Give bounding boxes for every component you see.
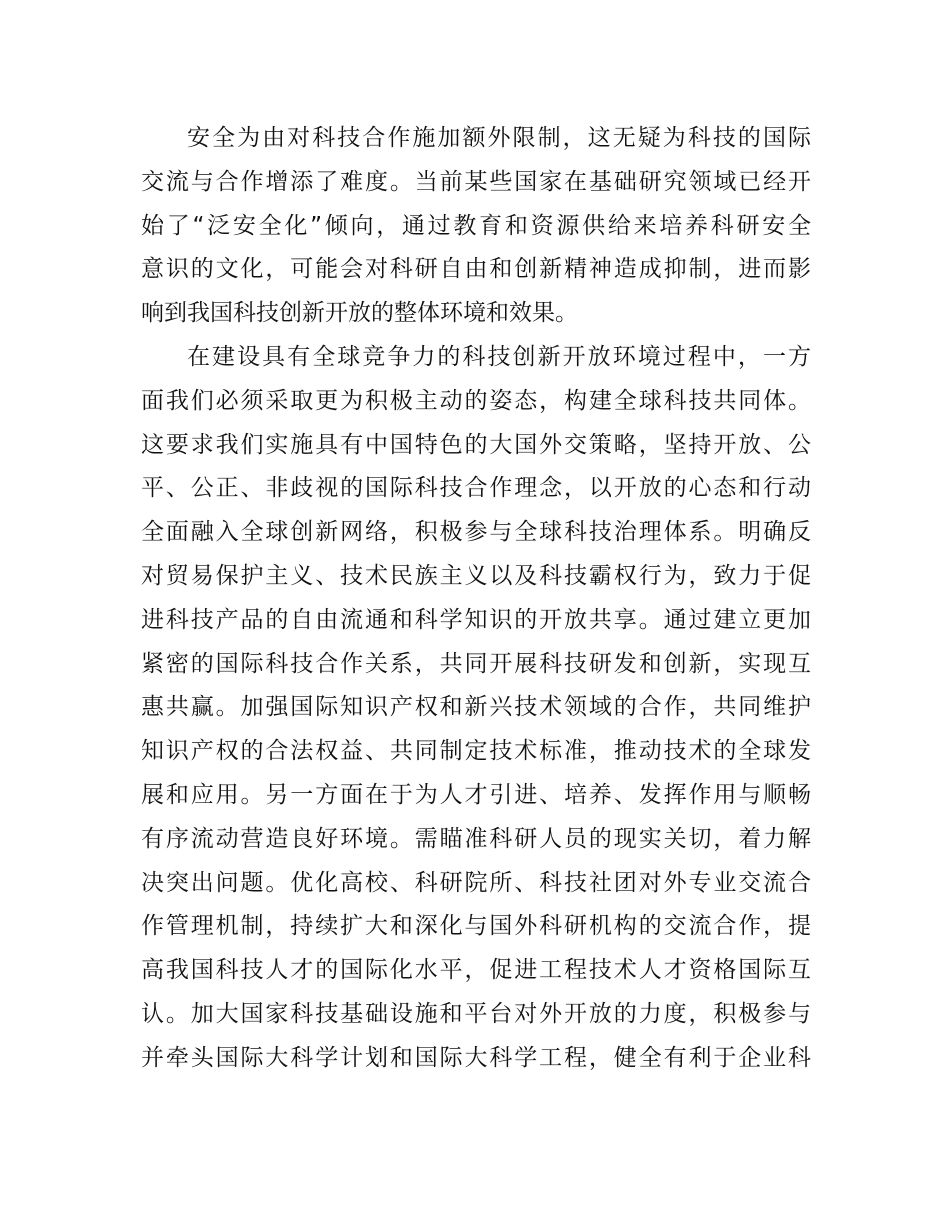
paragraph-line: 平、公正、非歧视的国际科技合作理念，以开放的心态和行动 (141, 475, 811, 502)
paragraph-line: 进科技产品的自由流通和科学知识的开放共享。通过建立更加 (141, 606, 811, 633)
paragraph-line: 响到我国科技创新开放的整体环境和效果。 (141, 300, 578, 327)
paragraph-line: 有序流动营造良好环境。需瞄准科研人员的现实关切，着力解 (141, 825, 811, 852)
paragraph-line: 这要求我们实施具有中国特色的大国外交策略，坚持开放、公 (141, 431, 811, 458)
paragraph-1 (141, 117, 811, 336)
paragraph-line: 面我们必须采取更为积极主动的姿态，构建全球科技共同体。 (141, 387, 811, 414)
paragraph-line: 认。加大国家科技基础设施和平台对外开放的力度，积极参与 (141, 1000, 811, 1027)
paragraph-line: 安全为由对科技合作施加额外限制，这无疑为科技的国际 (187, 125, 811, 151)
paragraph-line: 始了“泛安全化”倾向，通过教育和资源供给来培养科研安全 (141, 212, 811, 239)
paragraph-line: 并牵头国际大科学计划和国际大科学工程，健全有利于企业科 (141, 1044, 811, 1071)
paragraph-line: 作管理机制，持续扩大和深化与国外科研机构的交流合作，提 (141, 913, 811, 940)
paragraph-line: 交流与合作增添了难度。当前某些国家在基础研究领域已经开 (141, 168, 811, 195)
paragraph-line: 对贸易保护主义、技术民族主义以及科技霸权行为，致力于促 (141, 562, 811, 589)
paragraph-line: 展和应用。另一方面在于为人才引进、培养、发挥作用与顺畅 (141, 781, 811, 808)
paragraph-line: 紧密的国际科技合作关系，共同开展科技研发和创新，实现互 (141, 650, 811, 677)
paragraph-line: 惠共赢。加强国际知识产权和新兴技术领域的合作，共同维护 (141, 694, 811, 721)
paragraph-line: 全面融入全球创新网络，积极参与全球科技治理体系。明确反 (141, 519, 811, 546)
paragraph-2 (141, 336, 811, 1081)
document-body (141, 117, 811, 1081)
paragraph-line: 知识产权的合法权益、共同制定技术标准，推动技术的全球发 (141, 738, 811, 765)
paragraph-line: 在建设具有全球竞争力的科技创新开放环境过程中，一方 (187, 343, 811, 370)
paragraph-line: 决突出问题。优化高校、科研院所、科技社团对外专业交流合 (141, 869, 811, 896)
paragraph-line: 高我国科技人才的国际化水平，促进工程技术人才资格国际互 (141, 957, 811, 984)
paragraph-line: 意识的文化，可能会对科研自由和创新精神造成抑制，进而影 (141, 256, 811, 283)
